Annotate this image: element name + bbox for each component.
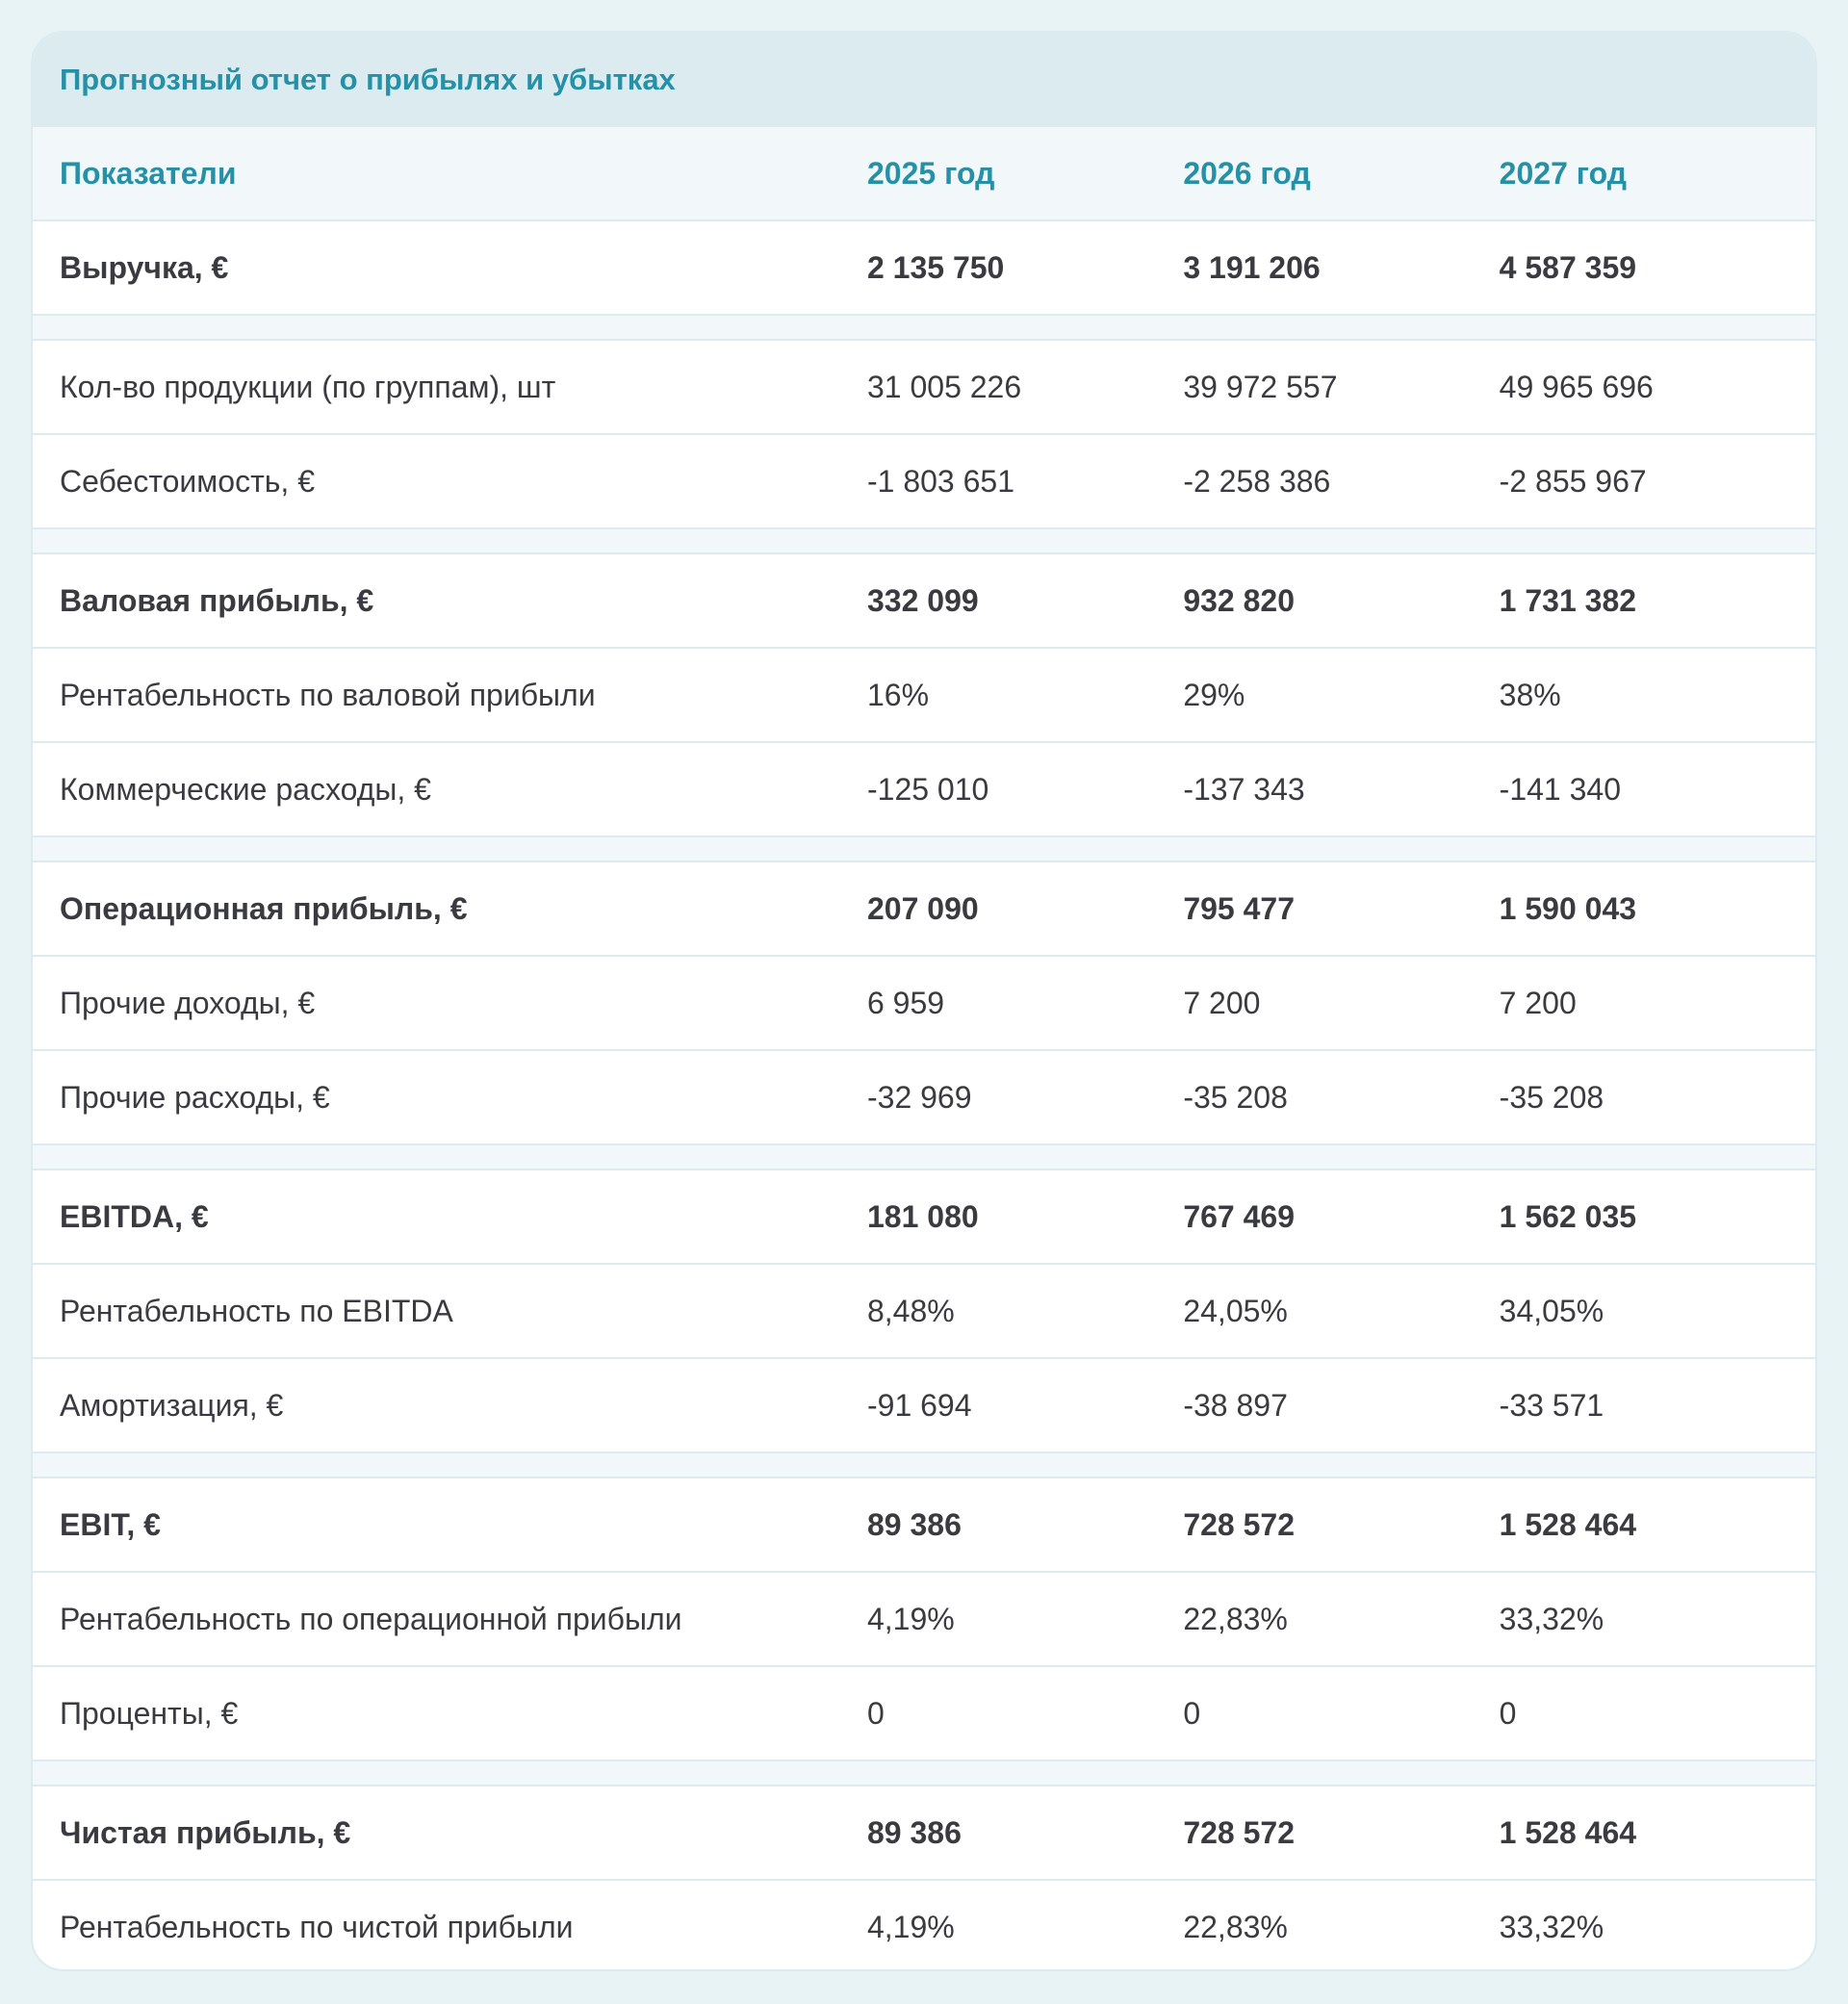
value-2027: 33,32% xyxy=(1499,1909,1604,1944)
value-2025: 89 386 xyxy=(866,1506,962,1542)
row-label: Выручка, € xyxy=(60,249,229,285)
value-2027: 1 731 382 xyxy=(1499,582,1637,618)
value-2027: 1 528 464 xyxy=(1499,1506,1637,1542)
value-2025: 4,19% xyxy=(866,1909,955,1944)
value-2025: 89 386 xyxy=(866,1814,962,1850)
value-2027: 4 587 359 xyxy=(1499,249,1637,285)
row-label: Рентабельность по операционной прибыли xyxy=(60,1601,682,1636)
row-label: Себестоимость, € xyxy=(60,463,315,499)
table-row xyxy=(33,1359,1815,1453)
section-spacer xyxy=(33,837,1815,862)
table-row xyxy=(33,1051,1815,1145)
row-label: EBIT, € xyxy=(60,1506,161,1542)
section-spacer xyxy=(33,1145,1815,1170)
value-2026: 24,05% xyxy=(1183,1293,1288,1328)
table-row xyxy=(33,1667,1815,1761)
value-2026: 767 469 xyxy=(1183,1198,1295,1234)
row-label: Чистая прибыль, € xyxy=(60,1814,351,1850)
value-2027: -141 340 xyxy=(1499,771,1621,807)
row-label: Кол-во продукции (по группам), шт xyxy=(60,369,556,404)
pl-forecast-card xyxy=(31,31,1817,1971)
value-2026: -2 258 386 xyxy=(1183,463,1331,499)
table-row-total xyxy=(33,1786,1815,1881)
row-label: Операционная прибыль, € xyxy=(60,890,468,926)
value-2025: 332 099 xyxy=(866,582,979,618)
section-spacer xyxy=(33,316,1815,341)
value-2027: 7 200 xyxy=(1499,985,1577,1020)
value-2027: 1 562 035 xyxy=(1499,1198,1637,1234)
table-body xyxy=(33,221,1815,1971)
value-2026: 932 820 xyxy=(1183,582,1295,618)
value-2026: 3 191 206 xyxy=(1183,249,1321,285)
report-title: Прогнозный отчет о прибылях и убытках xyxy=(33,33,1815,127)
row-label: Рентабельность по валовой прибыли xyxy=(60,677,596,712)
row-label: Прочие доходы, € xyxy=(60,985,316,1020)
value-2026: 7 200 xyxy=(1183,985,1261,1020)
value-2027: -2 855 967 xyxy=(1499,463,1647,499)
table-row xyxy=(33,1265,1815,1359)
value-2026: 0 xyxy=(1183,1695,1201,1731)
table-row-total xyxy=(33,862,1815,957)
value-2026: 728 572 xyxy=(1183,1814,1295,1850)
value-2027: -33 571 xyxy=(1499,1387,1604,1423)
section-spacer xyxy=(33,1453,1815,1478)
value-2025: -125 010 xyxy=(866,771,989,807)
section-spacer xyxy=(33,1761,1815,1786)
value-2025: 0 xyxy=(866,1695,885,1731)
value-2025: 207 090 xyxy=(866,890,979,926)
value-2026: -35 208 xyxy=(1183,1079,1288,1115)
header-year-2025: 2025 год xyxy=(866,155,995,191)
table-row-total xyxy=(33,1170,1815,1265)
table-row xyxy=(33,1881,1815,1971)
header-year-2027: 2027 год xyxy=(1499,155,1628,191)
row-label: Рентабельность по чистой прибыли xyxy=(60,1909,574,1944)
value-2027: 1 590 043 xyxy=(1499,890,1637,926)
row-label: Коммерческие расходы, € xyxy=(60,771,431,807)
value-2027: 34,05% xyxy=(1499,1293,1604,1328)
value-2025: 16% xyxy=(866,677,930,712)
table-row xyxy=(33,649,1815,743)
table-row xyxy=(33,743,1815,837)
table-row xyxy=(33,1573,1815,1667)
header-indicators: Показатели xyxy=(60,155,237,191)
header-year-2026: 2026 год xyxy=(1183,155,1311,191)
value-2025: -91 694 xyxy=(866,1387,972,1423)
value-2027: 1 528 464 xyxy=(1499,1814,1637,1850)
value-2026: 29% xyxy=(1183,677,1245,712)
value-2026: -38 897 xyxy=(1183,1387,1288,1423)
value-2026: -137 343 xyxy=(1183,771,1305,807)
value-2026: 39 972 557 xyxy=(1183,369,1338,404)
table-row xyxy=(33,957,1815,1051)
section-spacer xyxy=(33,529,1815,554)
value-2026: 795 477 xyxy=(1183,890,1295,926)
table-row xyxy=(33,341,1815,435)
value-2025: -1 803 651 xyxy=(866,463,1014,499)
table-row-total xyxy=(33,1478,1815,1573)
value-2026: 22,83% xyxy=(1183,1601,1288,1636)
value-2025: 181 080 xyxy=(866,1198,979,1234)
value-2025: 2 135 750 xyxy=(866,249,1005,285)
row-label: Проценты, € xyxy=(60,1695,239,1731)
value-2025: 6 959 xyxy=(866,985,945,1020)
table-header xyxy=(33,127,1815,221)
table-row-total xyxy=(33,554,1815,649)
value-2027: 0 xyxy=(1499,1695,1517,1731)
value-2025: 4,19% xyxy=(866,1601,955,1636)
row-label: Рентабельность по EBITDA xyxy=(60,1293,453,1328)
value-2026: 728 572 xyxy=(1183,1506,1295,1542)
value-2026: 22,83% xyxy=(1183,1909,1288,1944)
value-2027: -35 208 xyxy=(1499,1079,1604,1115)
value-2027: 38% xyxy=(1499,677,1561,712)
value-2027: 49 965 696 xyxy=(1499,369,1654,404)
value-2025: -32 969 xyxy=(866,1079,972,1115)
value-2027: 33,32% xyxy=(1499,1601,1604,1636)
table-row-total xyxy=(33,221,1815,316)
row-label: Валовая прибыль, € xyxy=(60,582,374,618)
value-2025: 8,48% xyxy=(866,1293,955,1328)
row-label: Амортизация, € xyxy=(60,1387,284,1423)
row-label: Прочие расходы, € xyxy=(60,1079,330,1115)
row-label: EBITDA, € xyxy=(60,1198,209,1234)
table-row xyxy=(33,435,1815,529)
value-2025: 31 005 226 xyxy=(866,369,1022,404)
